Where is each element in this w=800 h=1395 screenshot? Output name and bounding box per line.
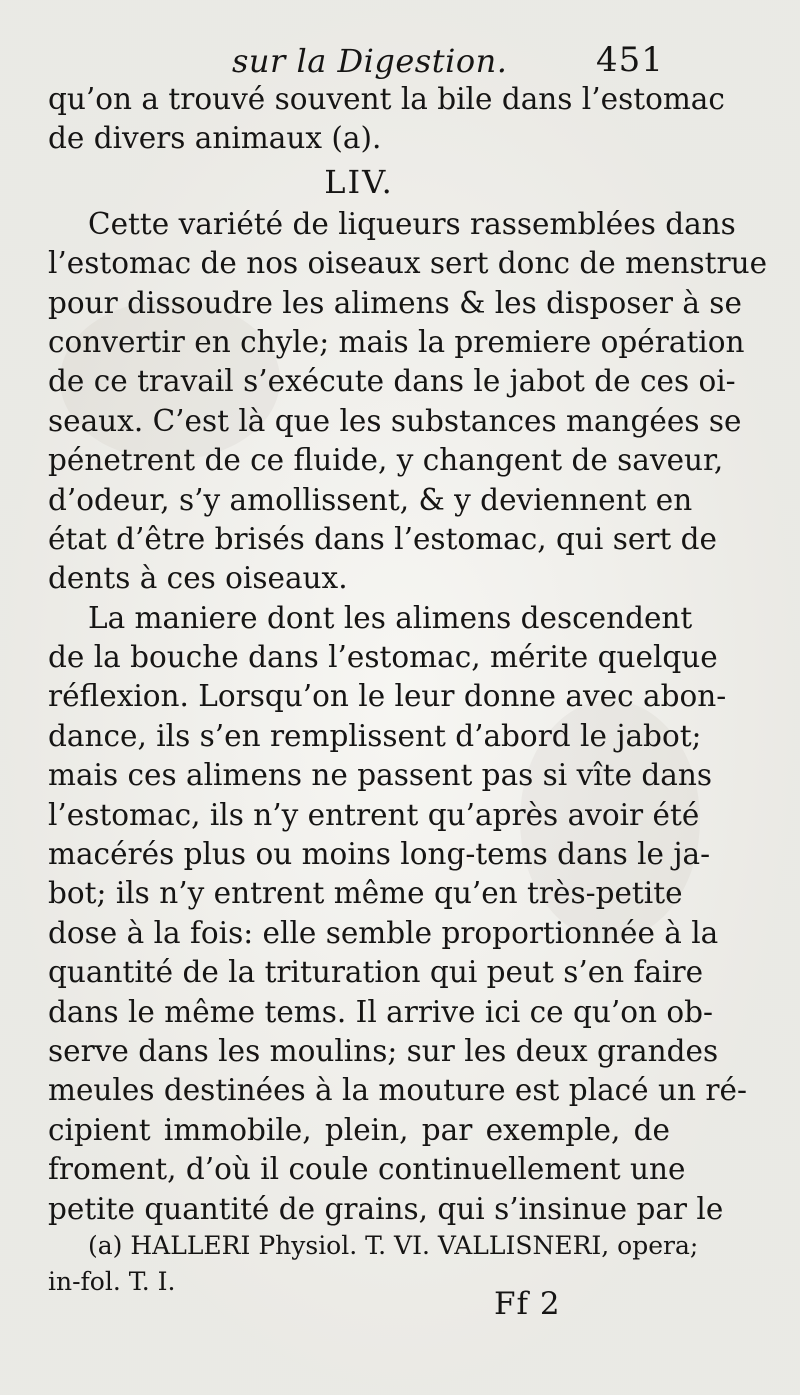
footnote-line: (a) HALLERI Physiol. T. VI. VALLISNERI, opera; <box>88 1231 699 1260</box>
footnote <box>48 1228 699 1300</box>
footnote-line: in-fol. T. I. <box>48 1267 176 1296</box>
text-line: quantité de la trituration qui peut s’en faire <box>48 955 704 990</box>
text-line: pénetrent de ce fluide, y changent de saveur, <box>48 443 724 478</box>
text-line: l’estomac, ils n’y entrent qu’après avoir été <box>48 797 700 832</box>
text-line: dents à ces oiseaux. <box>48 561 348 596</box>
text-line: meules destinées à la mouture est placé un ré- <box>48 1073 747 1108</box>
text-line: froment, d’où il coule continuellement une <box>48 1152 686 1187</box>
text-line: serve dans les moulins; sur les deux grandes <box>48 1033 719 1068</box>
text-line: l’estomac de nos oiseaux sert donc de menstrue <box>48 246 768 281</box>
text-line: Cette variété de liqueurs rassemblées dans <box>88 206 736 241</box>
text-line: mais ces alimens ne passent pas si vîte dans <box>48 758 713 793</box>
text-line: pour dissoudre les alimens & les disposer à se <box>48 285 742 320</box>
text-line: bot; ils n’y entrent même qu’en très-petite <box>48 876 683 911</box>
text-line: de la bouche dans l’estomac, mérite quelque <box>48 640 718 675</box>
text-line: de divers animaux (a). <box>48 121 382 156</box>
text-line: macérés plus ou moins long-tems dans le ja- <box>48 837 711 872</box>
running-title: sur la Digestion. <box>232 42 508 80</box>
text-line: dose à la fois: elle semble proportionnée à la <box>48 915 719 950</box>
section-heading: LIV. <box>324 162 394 201</box>
text-line: petite quantité de grains, qui s’insinue par le <box>48 1191 724 1226</box>
page-number: 451 <box>596 40 664 80</box>
body-text <box>48 80 768 1229</box>
text-line: convertir en chyle; mais la premiere opération <box>48 324 745 359</box>
text-line: seaux. C’est là que les substances mangées se <box>48 403 742 438</box>
text-line: qu’on a trouvé souvent la bile dans l’estomac <box>48 82 725 116</box>
text-line: état d’être brisés dans l’estomac, qui sert de <box>48 521 717 556</box>
text-line: La maniere dont les alimens descendent <box>88 600 693 635</box>
text-line: d’odeur, s’y amollissent, & y deviennent en <box>48 482 693 517</box>
text-line: cipient immobile, plein, par exemple, de <box>48 1112 670 1147</box>
text-line: de ce travail s’exécute dans le jabot de ces oi- <box>48 364 736 399</box>
signature-mark: Ff 2 <box>494 1286 561 1322</box>
text-line: dans le même tems. Il arrive ici ce qu’on ob- <box>48 994 714 1029</box>
text-line: dance, ils s’en remplissent d’abord le jabot; <box>48 718 702 753</box>
text-line: réflexion. Lorsqu’on le leur donne avec abon- <box>48 679 727 714</box>
